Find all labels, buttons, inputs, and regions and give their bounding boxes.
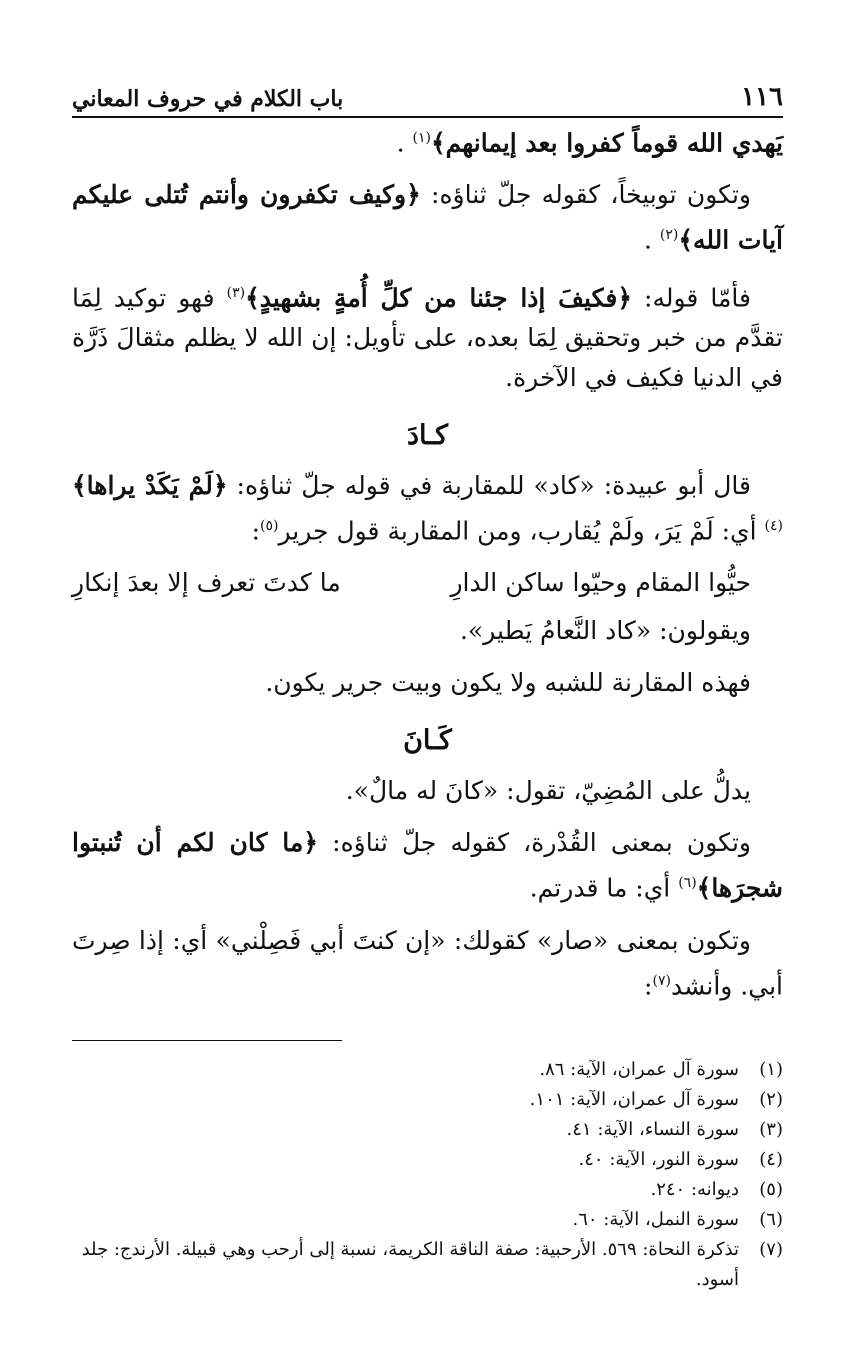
- main-text: [72, 118, 783, 1006]
- paragraph-kad-2: ويقولون: «كاد النَّعامُ يَطير».: [459, 616, 751, 646]
- quran-quote-1: يَهدي الله قوماً كفروا بعد إيمانهم﴾: [430, 128, 783, 158]
- paragraph-kad-1: قال أبو عبيدة: «كاد» للمقاربة في قوله جلّ ثناؤه: ﴿لَمْ يَكَدْ يراها﴾$^{(٤)}$ أي: لَمْ يَرَ، ولَمْ يُقارب، ومن المقاربة قول جرير$^{(٥)}$:: [72, 470, 783, 546]
- footnote-item: (٦) سورة النمل، الآية: ٦٠.: [572, 1208, 783, 1230]
- footnote-ref-7: (٧): [652, 972, 671, 989]
- footnote-item: (٥) ديوانه: ٢٤٠.: [650, 1178, 783, 1200]
- verse-first-hemistich: حيُّوا المقام وحيّوا ساكن الدارِ: [450, 568, 751, 598]
- footnote-item: (٧) تذكرة النحاة: ٥٦٩. الأرحبية: صفة الناقة الكريمة، نسبة إلى أرحب وهي قبيلة. الأرندج: جلد أسود.: [81, 1238, 783, 1290]
- chapter-title: باب الكلام في حروف المعاني: [72, 86, 344, 112]
- footnote-item: (١) سورة آل عمران، الآية: ٨٦.: [539, 1058, 783, 1080]
- paragraph-kad-3: فهذه المقارنة للشبه ولا يكون وبيت جرير يكون.: [265, 668, 751, 698]
- page-number: ١١٦: [741, 82, 783, 112]
- footnote-ref-4: (٤): [764, 517, 783, 534]
- footnote-item: (٢) سورة آل عمران، الآية: ١٠١.: [529, 1088, 783, 1110]
- section-heading-kad: كـادَ: [406, 419, 448, 451]
- quran-quote-4: ﴿لَمْ يَكَدْ يراها﴾: [72, 470, 228, 500]
- quran-quote-5: ﴿ما كان لكم أن تُنبتوا شجرَها﴾: [72, 828, 783, 903]
- page-header: [72, 82, 783, 118]
- footnote-ref-1: (١): [412, 130, 431, 146]
- footnotes-section: [72, 1040, 783, 1295]
- footnote-item: (٣) سورة النساء، الآية: ٤١.: [566, 1118, 783, 1140]
- paragraph-kan-2: وتكون بمعنى القُدْرة، كقوله جلّ ثناؤه: ﴿ما كان لكم أن تُنبتوا شجرَها﴾$^{(٦)}$ أي: ما قدرتم.: [72, 828, 783, 903]
- quran-quote-2: ﴿وكيف تكفرون وأنتم تُتلى عليكم آيات الله﴾: [72, 180, 783, 255]
- paragraph-3: فأمّا قوله: ﴿فكيفَ إذا جئنا من كلِّ أُمةٍ بشهيدٍ﴾$^{(٣)}$ فهو توكيد لِمَا تقدَّم من خبر وتحقيق لِمَا بعده، على تأويل: إن الله لا يظلم مثقالَ ذَرَّة في الدنيا فكيف في الآخرة.: [72, 282, 783, 392]
- footnote-item: (٤) سورة النور، الآية: ٤٠.: [578, 1148, 783, 1170]
- section-heading-kan: كَـانَ: [403, 725, 452, 757]
- footnote-list: [72, 1055, 783, 1295]
- footnote-ref-3: (٣): [226, 284, 246, 301]
- paragraph-1: يَهدي الله قوماً كفروا بعد إيمانهم﴾$^{(١)}$ .: [396, 128, 783, 158]
- paragraph-2: وتكون توبيخاً، كقوله جلّ ثناؤه: ﴿وكيف تكفرون وأنتم تُتلى عليكم آيات الله﴾$^{(٢)}$ .: [72, 180, 783, 255]
- paragraph-kan-1: يدلُّ على المُضِيّ، تقول: «كانَ له مالٌ».: [345, 776, 751, 806]
- footnote-divider: [72, 1040, 342, 1041]
- footnote-ref-6: (٦): [678, 875, 697, 892]
- verse-second-hemistich: ما كدتَ تعرف إلا بعدَ إنكارِ: [72, 568, 341, 598]
- footnote-ref-2: (٢): [659, 227, 679, 244]
- paragraph-kan-3: وتكون بمعنى «صار» كقولك: «إن كنتَ أبي فَصِلْني» أي: إذا صِرتَ أبي. وأنشد$^{(٧)}$:: [72, 925, 783, 1000]
- footnote-ref-5: (٥): [260, 517, 279, 534]
- poem-verse: [72, 563, 783, 603]
- quran-quote-3: ﴿فكيفَ إذا جئنا من كلِّ أُمةٍ بشهيدٍ﴾: [245, 282, 632, 312]
